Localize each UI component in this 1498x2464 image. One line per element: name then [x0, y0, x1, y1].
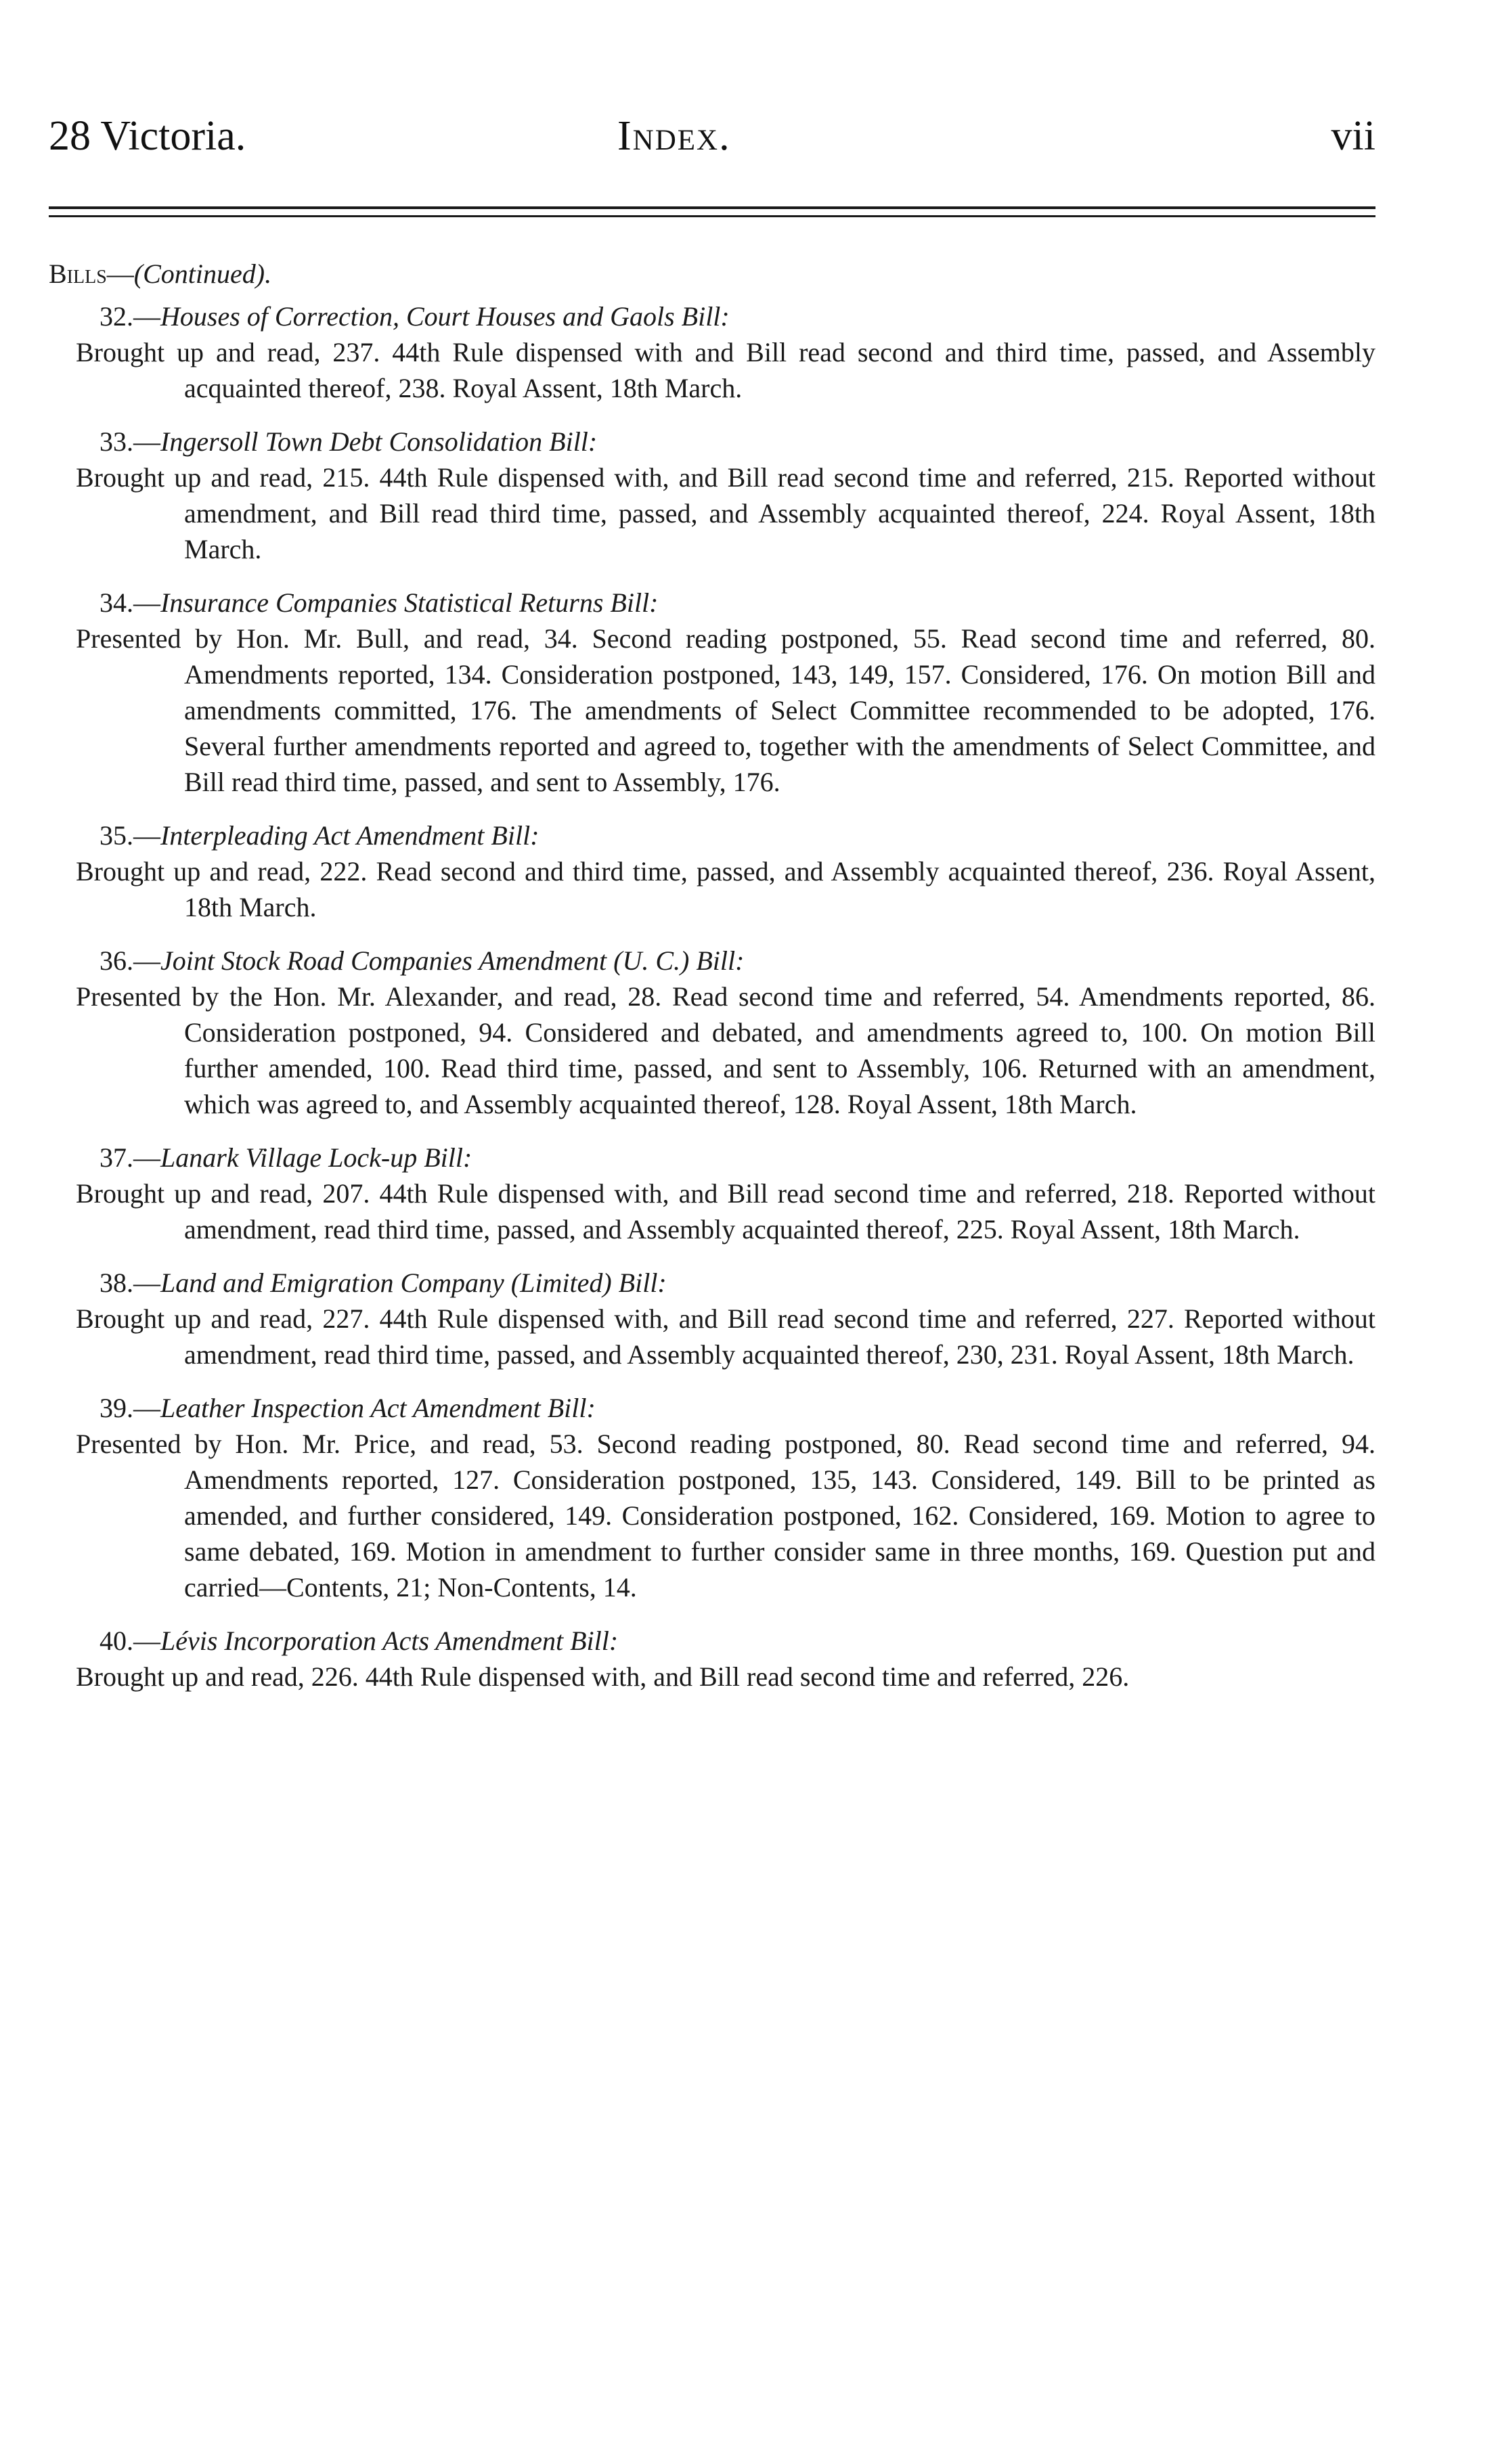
document-page	[49, 0, 1375, 1692]
entry-bill-name: Lanark Village Lock-up Bill:	[160, 1142, 472, 1173]
entry-body: Brought up and read, 237. 44th Rule dispensed with and Bill read second and third time, passed, and Assembly acquainted thereof, 238. Royal Assent, 18th March.	[76, 337, 1375, 403]
entries-list	[49, 298, 1375, 1695]
section-heading: Bills—(Continued).	[49, 259, 272, 289]
entry-title	[49, 585, 1375, 621]
index-content	[49, 256, 1375, 1712]
entry-dash: —	[133, 426, 160, 457]
entry-number: 37.	[100, 1142, 133, 1173]
index-entry	[49, 1623, 1375, 1695]
section-continued: (Continued).	[133, 259, 272, 289]
section-title: Bills	[49, 259, 107, 289]
entry-title	[49, 1265, 1375, 1301]
header-statute: 28 Victoria.	[49, 113, 246, 159]
page-header	[49, 0, 1375, 183]
entry-title	[49, 424, 1375, 460]
entry-number: 39.	[100, 1393, 133, 1423]
index-entry	[49, 585, 1375, 800]
entry-title	[49, 298, 1375, 334]
index-entry	[49, 1140, 1375, 1247]
entry-dash: —	[133, 1268, 160, 1298]
entry-number: 32.	[100, 301, 133, 332]
entry-dash: —	[133, 820, 160, 851]
entry-body: Brought up and read, 227. 44th Rule dispensed with, and Bill read second time and referred, 227. Reported without amendment, read third time, passed, and Assembly acquainted thereof, 230, 231. Royal Assent, 18th March.	[76, 1303, 1375, 1370]
entry-title	[49, 943, 1375, 979]
header-page-number: vii	[1331, 113, 1375, 159]
entry-bill-name: Lévis Incorporation Acts Amendment Bill:	[160, 1626, 619, 1656]
entry-dash: —	[133, 945, 160, 976]
entry-dash: —	[133, 587, 160, 618]
index-entry	[49, 1390, 1375, 1605]
entry-title	[49, 1140, 1375, 1175]
entry-body: Brought up and read, 215. 44th Rule dispensed with, and Bill read second time and referred, 215. Reported without amendment, and Bill read third time, passed, and Assembly acquainted thereof, 224. Royal Assent, 18th March.	[76, 462, 1375, 564]
entry-number: 40.	[100, 1626, 133, 1656]
entry-body: Brought up and read, 222. Read second and third time, passed, and Assembly acquainted thereof, 236. Royal Assent, 18th March.	[76, 856, 1375, 922]
entry-bill-name: Leather Inspection Act Amendment Bill:	[160, 1393, 596, 1423]
entry-number: 35.	[100, 820, 133, 851]
entry-dash: —	[133, 1142, 160, 1173]
entry-body: Presented by the Hon. Mr. Alexander, and read, 28. Read second time and referred, 54. Amendments reported, 86. Consideration postponed, 94. Considered and debated, and amendments agreed to, 100. On motion Bill further amended, 100. Read third time, passed, and sent to Assembly, 106. Returned with an amendment, which was agreed to, and Assembly acquainted thereof, 128. Royal Assent, 18th March.	[76, 981, 1375, 1119]
header-title: Index.	[617, 113, 731, 159]
entry-bill-name: Land and Emigration Company (Limited) Bill:	[160, 1268, 667, 1298]
entry-title	[49, 1623, 1375, 1659]
entry-bill-name: Joint Stock Road Companies Amendment (U. C.) Bill:	[160, 945, 745, 976]
index-entry	[49, 1265, 1375, 1372]
entry-number: 38.	[100, 1268, 133, 1298]
entry-title	[49, 1390, 1375, 1426]
entry-dash: —	[133, 1393, 160, 1423]
entry-number: 33.	[100, 426, 133, 457]
entry-body: Brought up and read, 226. 44th Rule dispensed with, and Bill read second time and referred, 226.	[76, 1661, 1130, 1692]
entry-number: 36.	[100, 945, 133, 976]
entry-bill-name: Insurance Companies Statistical Returns Bill:	[160, 587, 659, 618]
entry-title	[49, 817, 1375, 853]
entry-bill-name: Houses of Correction, Court Houses and Gaols Bill:	[160, 301, 730, 332]
entry-body: Presented by Hon. Mr. Price, and read, 53. Second reading postponed, 80. Read second time and referred, 94. Amendments reported, 127. Consideration postponed, 135, 143. Considered, 149. Bill to be printed as amended, and further considered, 149. Consideration postponed, 162. Considered, 169. Motion to agree to same debated, 169. Motion in amendment to further consider same in three months, 169. Question put and carried—Contents, 21; Non-Contents, 14.	[76, 1429, 1375, 1603]
entry-number: 34.	[100, 587, 133, 618]
entry-dash: —	[133, 1626, 160, 1656]
entry-body: Presented by Hon. Mr. Bull, and read, 34. Second reading postponed, 55. Read second time and referred, 80. Amendments reported, 134. Consideration postponed, 143, 149, 157. Considered, 176. On motion Bill and amendments committed, 176. The amendments of Select Committee recommended to be adopted, 176. Several further amendments reported and agreed to, together with the amendments of Select Committee, and Bill read third time, passed, and sent to Assembly, 176.	[76, 623, 1375, 797]
index-entry	[49, 298, 1375, 406]
entry-dash: —	[133, 301, 160, 332]
index-entry	[49, 817, 1375, 925]
index-entry	[49, 424, 1375, 567]
entry-bill-name: Ingersoll Town Debt Consolidation Bill:	[160, 426, 598, 457]
entry-body: Brought up and read, 207. 44th Rule dispensed with, and Bill read second time and referred, 218. Reported without amendment, read third time, passed, and Assembly acquainted thereof, 225. Royal Assent, 18th March.	[76, 1178, 1375, 1245]
header-rule-bottom	[49, 215, 1375, 217]
entry-bill-name: Interpleading Act Amendment Bill:	[160, 820, 539, 851]
index-entry	[49, 943, 1375, 1122]
header-rule-top	[49, 206, 1375, 209]
